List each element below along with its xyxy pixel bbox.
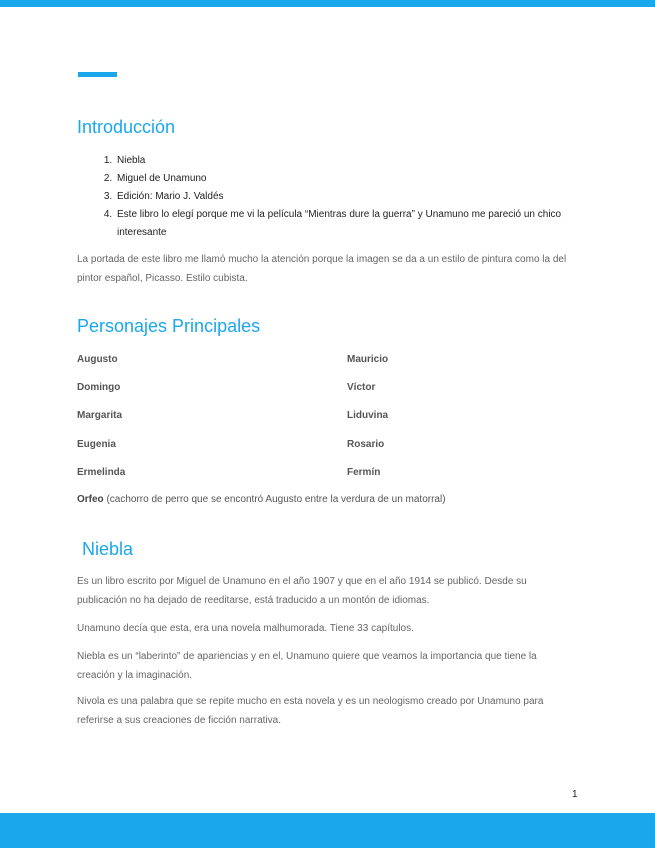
list-item: 1. Niebla [115, 152, 595, 170]
character-name: Fermín [347, 467, 381, 478]
list-item: 3. Edición: Mario J. Valdés [115, 188, 595, 206]
character-name: Augusto [77, 354, 118, 365]
character-name: Eugenia [77, 439, 116, 450]
bottom-accent-bar [0, 813, 655, 848]
niebla-paragraph: Niebla es un “laberinto” de apariencias y en el, Unamuno quiere que veamos la importancia que tiene la creación y la imaginación. [77, 651, 537, 681]
character-name: Víctor [347, 382, 376, 393]
intro-list [77, 152, 595, 242]
page-number: 1 [572, 789, 578, 800]
niebla-paragraph: Unamuno decía que esta, era una novela malhumorada. Tiene 33 capítulos. [77, 623, 414, 634]
character-name: Ermelinda [77, 467, 126, 478]
list-item: 2. Miguel de Unamuno [115, 170, 595, 188]
characters-heading: Personajes Principales [77, 316, 261, 336]
list-item: 4. Este libro lo elegí porque me vi la película “Mientras dure la guerra” y Unamuno me pareció un chico interesante [115, 206, 595, 242]
intro-paragraph: La portada de este libro me llamó mucho la atención porque la imagen se da a un estilo de pintura como la del pintor español, Picasso. Estilo cubista. [77, 254, 567, 284]
orfeo-name: Orfeo [77, 494, 104, 505]
orfeo-description: (cachorro de perro que se encontró Augusto entre la verdura de un matorral) [103, 494, 446, 505]
orfeo-line [77, 493, 597, 507]
top-accent-bar [0, 0, 655, 7]
character-name: Margarita [77, 410, 123, 421]
character-name: Rosario [347, 439, 385, 450]
heading-accent-line [78, 72, 117, 77]
character-name: Domingo [77, 382, 121, 393]
character-name: Mauricio [347, 354, 389, 365]
character-name: Liduvina [347, 410, 389, 421]
niebla-paragraph: Es un libro escrito por Miguel de Unamuno en el año 1907 y que en el año 1914 se publicó. Desde su publicación no ha dejado de reeditarse, está traducido a un montón de idiomas. [77, 576, 527, 606]
niebla-heading: Niebla [82, 539, 134, 559]
niebla-paragraph: Nivola es una palabra que se repite mucho en esta novela y es un neologismo creado por Unamuno para referirse a sus creaciones de ficción narrativa. [77, 696, 544, 726]
intro-heading: Introducción [77, 117, 176, 137]
